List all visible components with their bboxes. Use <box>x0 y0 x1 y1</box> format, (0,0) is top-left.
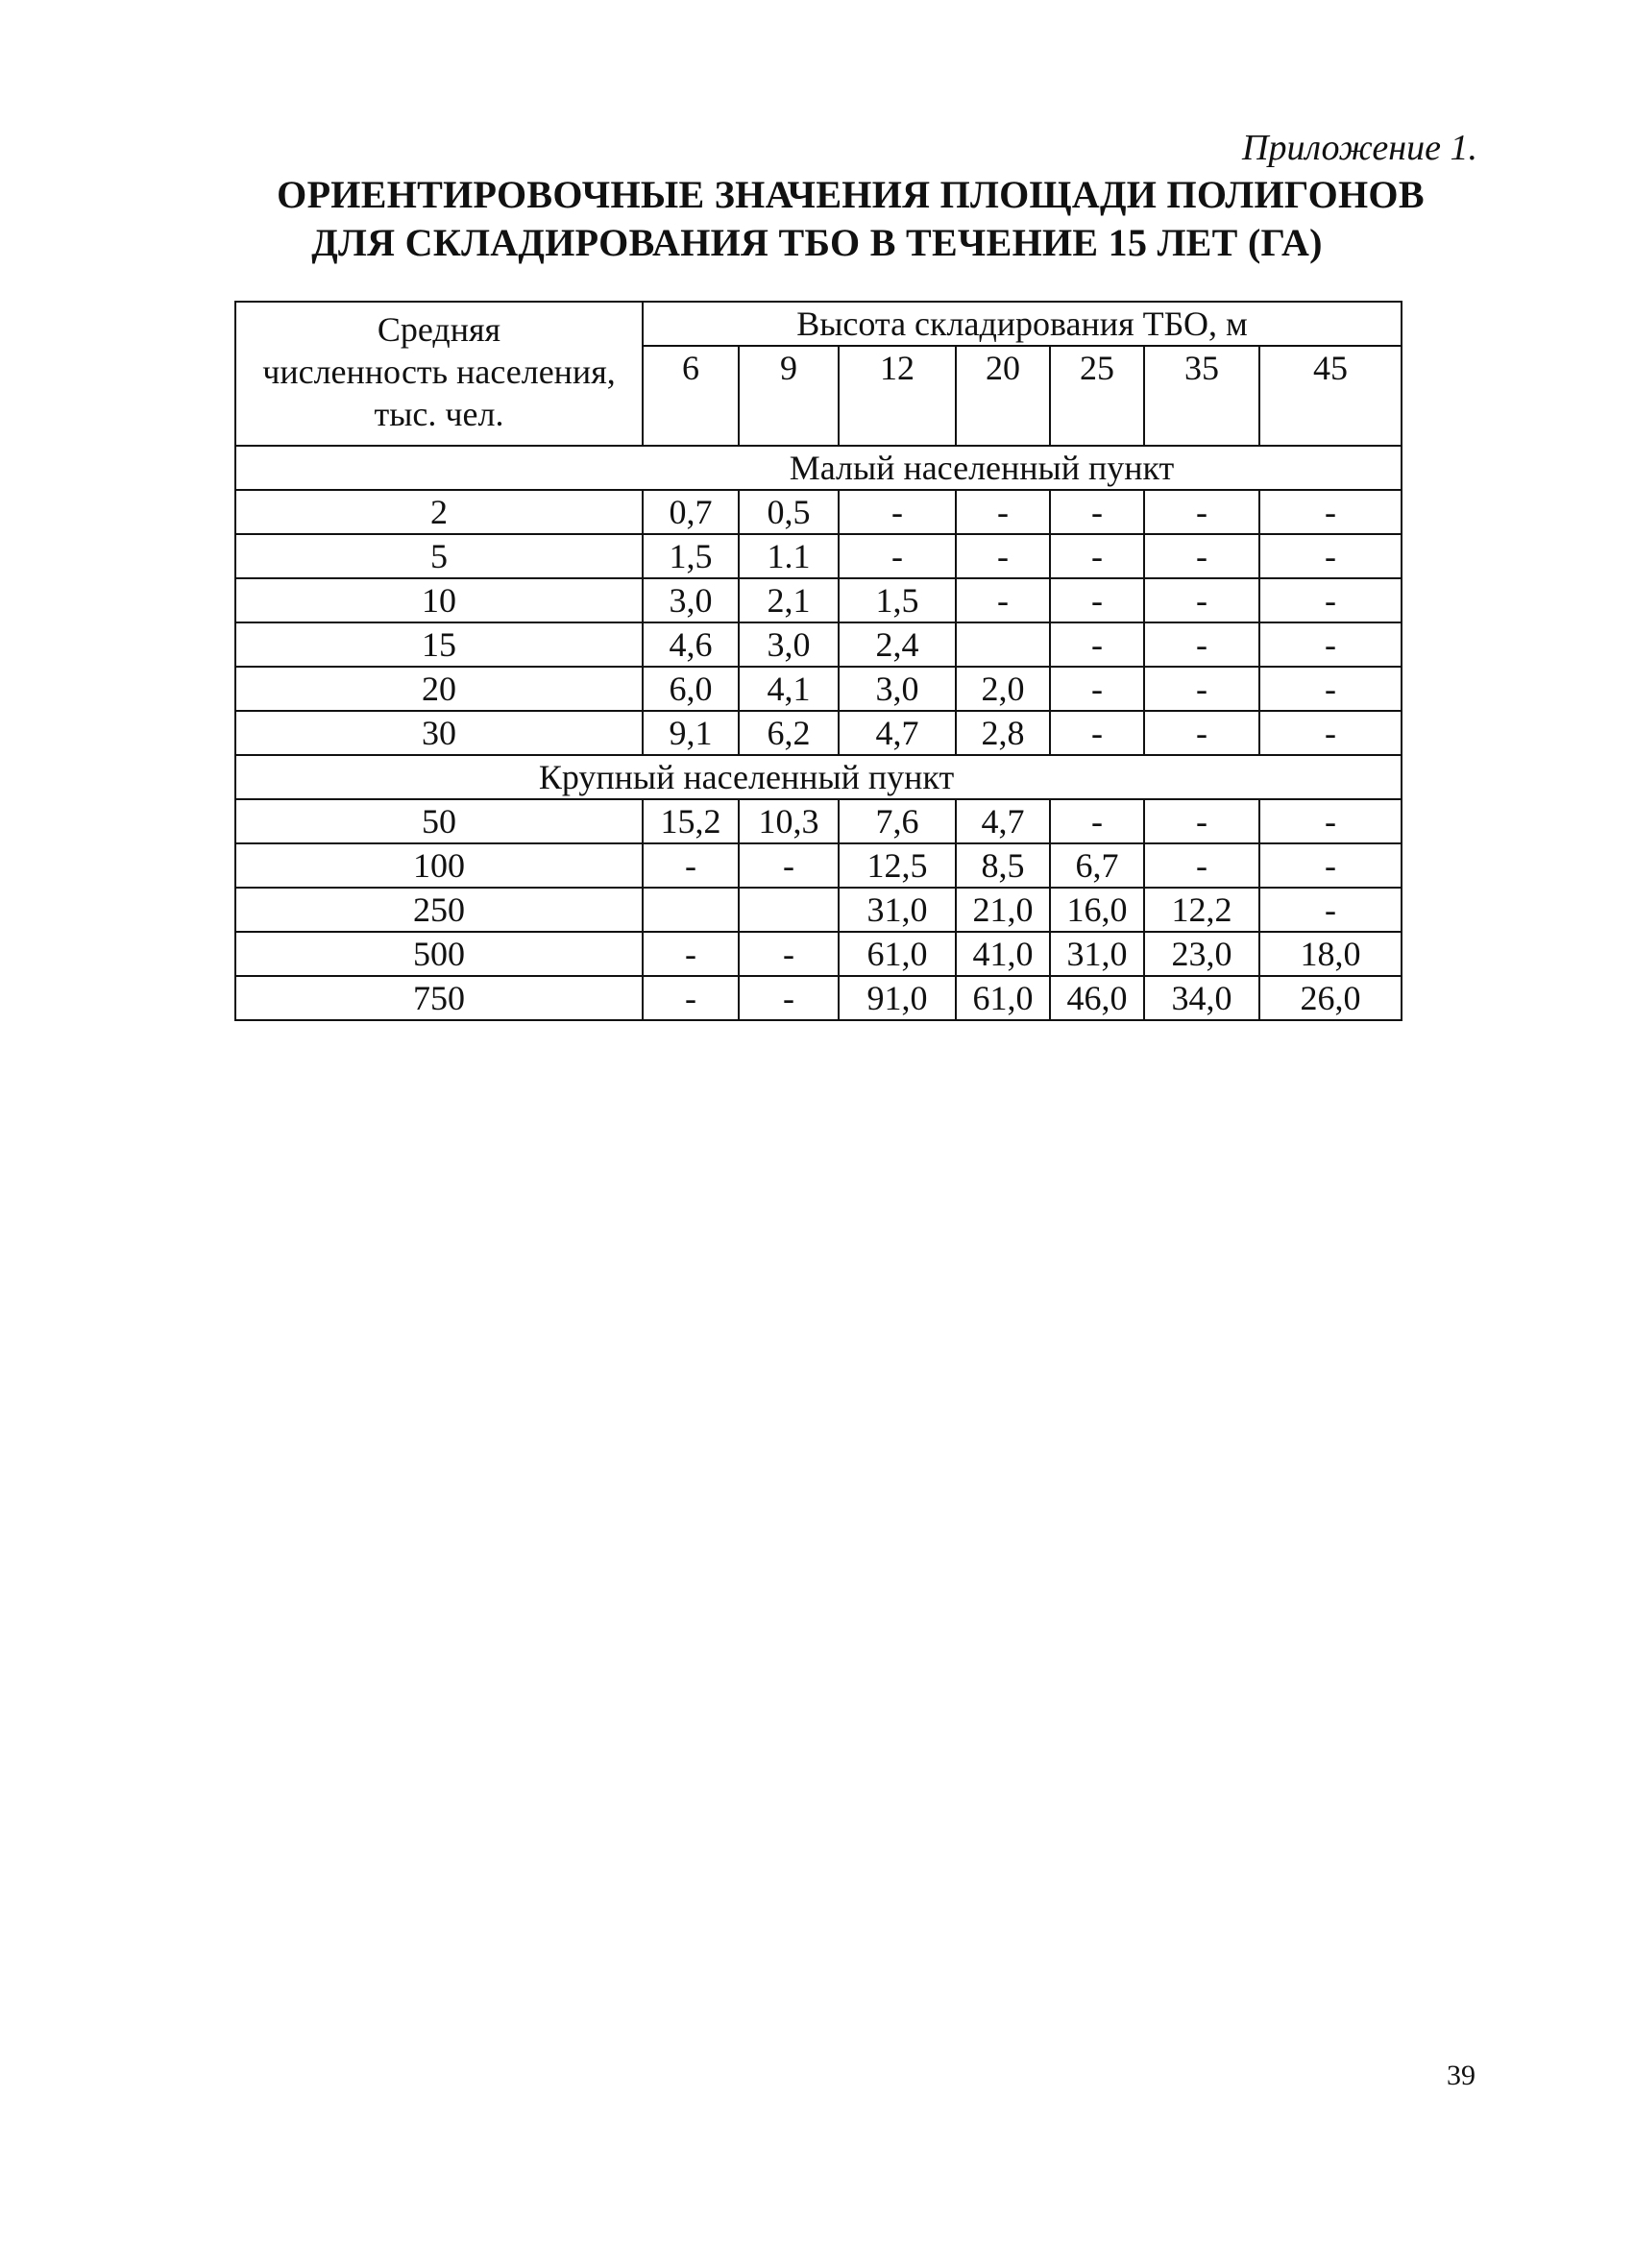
area-value-cell: 8,5 <box>956 843 1050 888</box>
height-col-12: 12 <box>839 346 956 446</box>
area-value-cell: - <box>1144 622 1259 667</box>
area-value-cell: 15,2 <box>643 799 739 843</box>
area-value-cell: - <box>1259 578 1402 622</box>
area-value-cell <box>643 888 739 932</box>
area-value-cell: - <box>839 490 956 534</box>
area-value-cell: 1,5 <box>839 578 956 622</box>
area-value-cell: - <box>1050 711 1144 755</box>
area-value-cell: 2,4 <box>839 622 956 667</box>
group-row <box>235 755 1402 799</box>
table-row <box>235 667 1402 711</box>
area-value-cell: 4,7 <box>839 711 956 755</box>
header-row-1 <box>235 302 1402 346</box>
table-row <box>235 799 1402 843</box>
table-row <box>235 490 1402 534</box>
table-row <box>235 622 1402 667</box>
title-line-1: ОРИЕНТИРОВОЧНЫЕ ЗНАЧЕНИЯ ПЛОЩАДИ ПОЛИГОНОВ <box>277 173 1425 216</box>
population-cell: 15 <box>235 622 643 667</box>
area-value-cell: 1,5 <box>643 534 739 578</box>
population-header-line-3: тыс. чел. <box>374 395 504 433</box>
area-value-cell <box>739 888 839 932</box>
page-number: 39 <box>1447 2060 1475 2091</box>
area-value-cell: 10,3 <box>739 799 839 843</box>
area-value-cell: 4,1 <box>739 667 839 711</box>
height-header: Высота складирования ТБО, м <box>643 302 1402 346</box>
area-value-cell: 6,7 <box>1050 843 1144 888</box>
area-value-cell: 18,0 <box>1259 932 1402 976</box>
area-value-cell: 0,7 <box>643 490 739 534</box>
population-cell: 2 <box>235 490 643 534</box>
area-value-cell: 26,0 <box>1259 976 1402 1020</box>
area-value-cell: - <box>643 843 739 888</box>
group-row <box>235 446 1402 490</box>
area-value-cell <box>956 622 1050 667</box>
table-row <box>235 711 1402 755</box>
area-value-cell: - <box>1050 578 1144 622</box>
group-label: Крупный населенный пункт <box>235 755 1402 799</box>
population-cell: 750 <box>235 976 643 1020</box>
population-cell: 100 <box>235 843 643 888</box>
height-col-20: 20 <box>956 346 1050 446</box>
population-cell: 500 <box>235 932 643 976</box>
population-cell: 50 <box>235 799 643 843</box>
area-value-cell: - <box>1259 711 1402 755</box>
area-value-cell: - <box>839 534 956 578</box>
area-value-cell: - <box>956 534 1050 578</box>
height-col-9: 9 <box>739 346 839 446</box>
area-value-cell: 21,0 <box>956 888 1050 932</box>
table-body <box>235 302 1402 1020</box>
area-value-cell: 3,0 <box>839 667 956 711</box>
area-value-cell: - <box>1144 490 1259 534</box>
height-col-45: 45 <box>1259 346 1402 446</box>
area-value-cell: 41,0 <box>956 932 1050 976</box>
area-value-cell: 61,0 <box>956 976 1050 1020</box>
population-cell: 250 <box>235 888 643 932</box>
group-label: Малый населенный пункт <box>235 446 1402 490</box>
area-value-cell: 34,0 <box>1144 976 1259 1020</box>
area-value-cell: - <box>1050 534 1144 578</box>
area-value-cell: - <box>1144 843 1259 888</box>
area-value-cell: - <box>739 932 839 976</box>
table-row <box>235 976 1402 1020</box>
area-value-cell: - <box>1259 534 1402 578</box>
population-header-line-2: численность населения, <box>262 353 616 391</box>
height-col-35: 35 <box>1144 346 1259 446</box>
area-value-cell: - <box>739 843 839 888</box>
area-value-cell: 3,0 <box>643 578 739 622</box>
area-value-cell: - <box>1050 667 1144 711</box>
document-title <box>0 171 1634 267</box>
area-value-cell: - <box>1144 578 1259 622</box>
area-value-cell: 12,2 <box>1144 888 1259 932</box>
area-value-cell: 4,7 <box>956 799 1050 843</box>
area-value-cell: 31,0 <box>839 888 956 932</box>
area-value-cell: 6,2 <box>739 711 839 755</box>
area-value-cell: - <box>1259 622 1402 667</box>
area-value-cell: - <box>956 490 1050 534</box>
height-col-25: 25 <box>1050 346 1144 446</box>
area-value-cell: 3,0 <box>739 622 839 667</box>
area-value-cell: 2,0 <box>956 667 1050 711</box>
area-value-cell: - <box>1144 799 1259 843</box>
area-value-cell: - <box>956 578 1050 622</box>
area-value-cell: 16,0 <box>1050 888 1144 932</box>
area-value-cell: - <box>1259 888 1402 932</box>
area-value-cell: 46,0 <box>1050 976 1144 1020</box>
table-row <box>235 578 1402 622</box>
area-value-cell: - <box>1144 667 1259 711</box>
area-value-cell: - <box>643 932 739 976</box>
area-value-cell: 91,0 <box>839 976 956 1020</box>
area-value-cell: - <box>1144 534 1259 578</box>
population-cell: 5 <box>235 534 643 578</box>
area-value-cell: 2,8 <box>956 711 1050 755</box>
area-value-cell: 2,1 <box>739 578 839 622</box>
area-value-cell: 9,1 <box>643 711 739 755</box>
area-value-cell: 0,5 <box>739 490 839 534</box>
area-value-cell: - <box>1050 799 1144 843</box>
area-value-cell: - <box>739 976 839 1020</box>
area-value-cell: - <box>1259 490 1402 534</box>
population-cell: 10 <box>235 578 643 622</box>
area-value-cell: - <box>1259 667 1402 711</box>
area-value-cell: 7,6 <box>839 799 956 843</box>
table-row <box>235 888 1402 932</box>
area-value-cell: - <box>1050 490 1144 534</box>
area-value-cell: 12,5 <box>839 843 956 888</box>
area-value-cell: - <box>1050 622 1144 667</box>
table-row <box>235 932 1402 976</box>
area-value-cell: 61,0 <box>839 932 956 976</box>
title-line-2: ДЛЯ СКЛАДИРОВАНИЯ ТБО В ТЕЧЕНИЕ 15 ЛЕТ (ГА) <box>311 221 1323 264</box>
area-value-cell: 4,6 <box>643 622 739 667</box>
population-header <box>235 302 643 446</box>
appendix-label: Приложение 1. <box>1242 128 1477 168</box>
height-col-6: 6 <box>643 346 739 446</box>
table-row <box>235 843 1402 888</box>
area-value-cell: - <box>643 976 739 1020</box>
area-value-cell: - <box>1144 711 1259 755</box>
population-cell: 30 <box>235 711 643 755</box>
area-value-cell: - <box>1259 799 1402 843</box>
area-value-cell: 31,0 <box>1050 932 1144 976</box>
area-value-cell: - <box>1259 843 1402 888</box>
population-header-line-1: Средняя <box>377 310 501 349</box>
table-row <box>235 534 1402 578</box>
area-value-cell: 1.1 <box>739 534 839 578</box>
population-cell: 20 <box>235 667 643 711</box>
area-value-cell: 23,0 <box>1144 932 1259 976</box>
landfill-area-table <box>234 301 1402 1021</box>
area-value-cell: 6,0 <box>643 667 739 711</box>
